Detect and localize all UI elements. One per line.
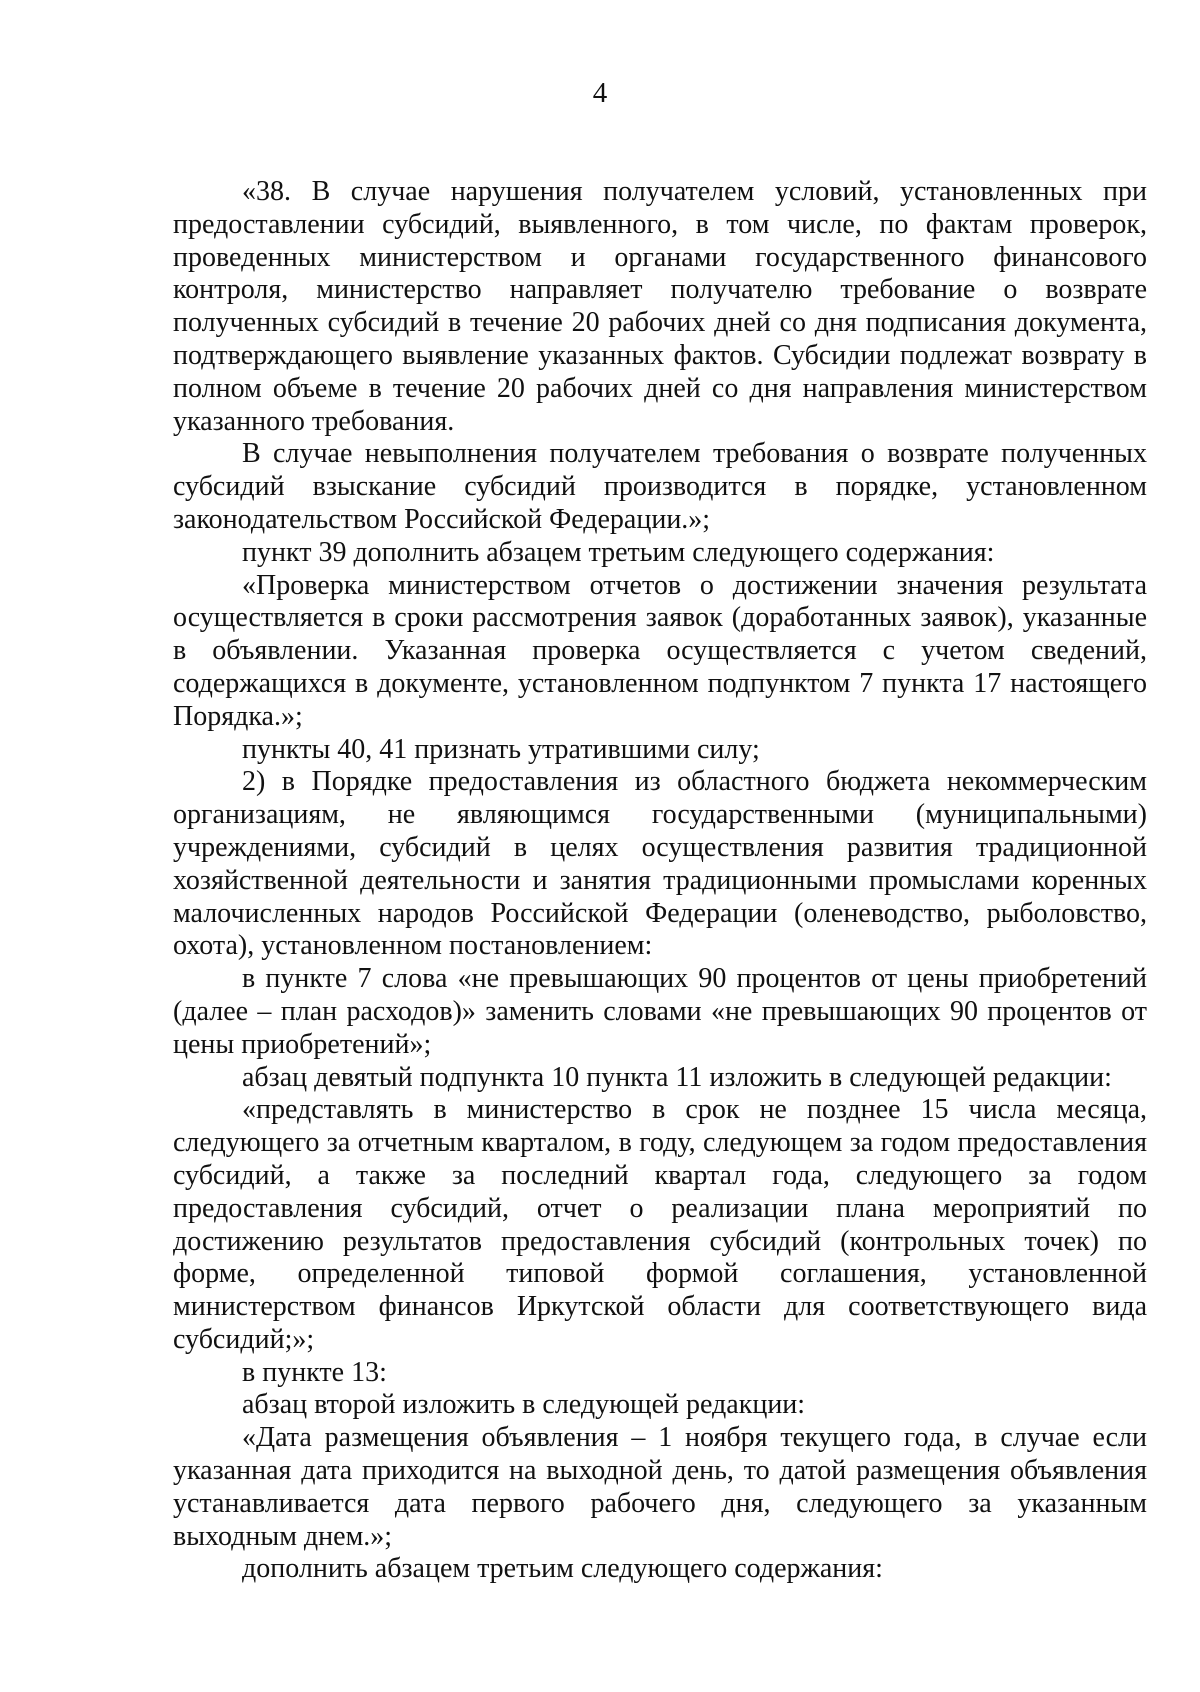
page-number: 4	[592, 77, 608, 109]
paragraph-report-check: «Проверка министерством отчетов о достижении значения результата осуществляется в сроки рассмотрения заявок (доработанных заявок), указанные в объявлении. Указанная проверка осуществляется с учетом сведений, содержащихся в документе, установленном подпунктом 7 пункта 17 настоящего Порядка.»;	[173, 569, 1147, 732]
paragraph-point-39: пункт 39 дополнить абзацем третьим следующего содержания:	[242, 536, 995, 568]
paragraph-38: «38. В случае нарушения получателем условий, установленных при предоставлении субсидий, выявленного, в том числе, по фактам проверок, проведенных министерством и органами государственного финансового контроля, министерство направляет получателю требование о возврате полученных субсидий в течение 20 рабочих дней со дня подписания документа, подтверждающего выявление указанных фактов. Субсидии подлежат возврату в полном объеме в течение 20 рабочих дней со дня направления министерством указанного требования.	[173, 176, 1147, 437]
paragraph-item-2: 2) в Порядке предоставления из областного бюджета некоммерческим организациям, не являющимся государственными (муниципальными) учреждениями, субсидий в целях осуществления развития традиционной хозяйственной деятельности и занятия традиционными промыслами коренных малочисленных народов Российской Федерации (оленеводство, рыболовство, охота), установленном постановлением:	[173, 766, 1147, 962]
paragraph-report-submission: «представлять в министерство в срок не позднее 15 числа месяца, следующего за отчетным кварталом, в году, следующем за годом предоставления субсидий, а также за последний квартал года, следующего за годом предоставления субсидий, отчет о реализации плана мероприятий по достижению результатов предоставления субсидий (контрольных точек) по форме, определенной типовой формой соглашения, установленной министерством финансов Иркутской области для соответствующего вида субсидий;»;	[173, 1094, 1147, 1355]
paragraph-refund-default: В случае невыполнения получателем требования о возврате полученных субсидий взыскание субсидий производится в порядке, установленном законодательством Российской Федерации.»;	[173, 438, 1147, 535]
paragraph-third-abzac: дополнить абзацем третьим следующего содержания:	[242, 1553, 883, 1585]
paragraph-point-13: в пункте 13:	[242, 1356, 387, 1388]
paragraph-second-abzac: абзац второй изложить в следующей редакции:	[242, 1389, 806, 1421]
paragraph-point-7: в пункте 7 слова «не превышающих 90 процентов от цены приобретений (далее – план расходов)» заменить словами «не превышающих 90 процентов от цены приобретений»;	[173, 963, 1147, 1060]
paragraph-point-11: абзац девятый подпункта 10 пункта 11 изложить в следующей редакции:	[242, 1061, 1112, 1093]
document-body	[173, 176, 1147, 1586]
paragraph-announcement-date: «Дата размещения объявления – 1 ноября текущего года, в случае если указанная дата приходится на выходной день, то датой размещения объявления устанавливается дата первого рабочего дня, следующего за указанным выходным днем.»;	[173, 1422, 1147, 1552]
paragraph-points-40-41: пункты 40, 41 признать утратившими силу;	[242, 733, 760, 765]
